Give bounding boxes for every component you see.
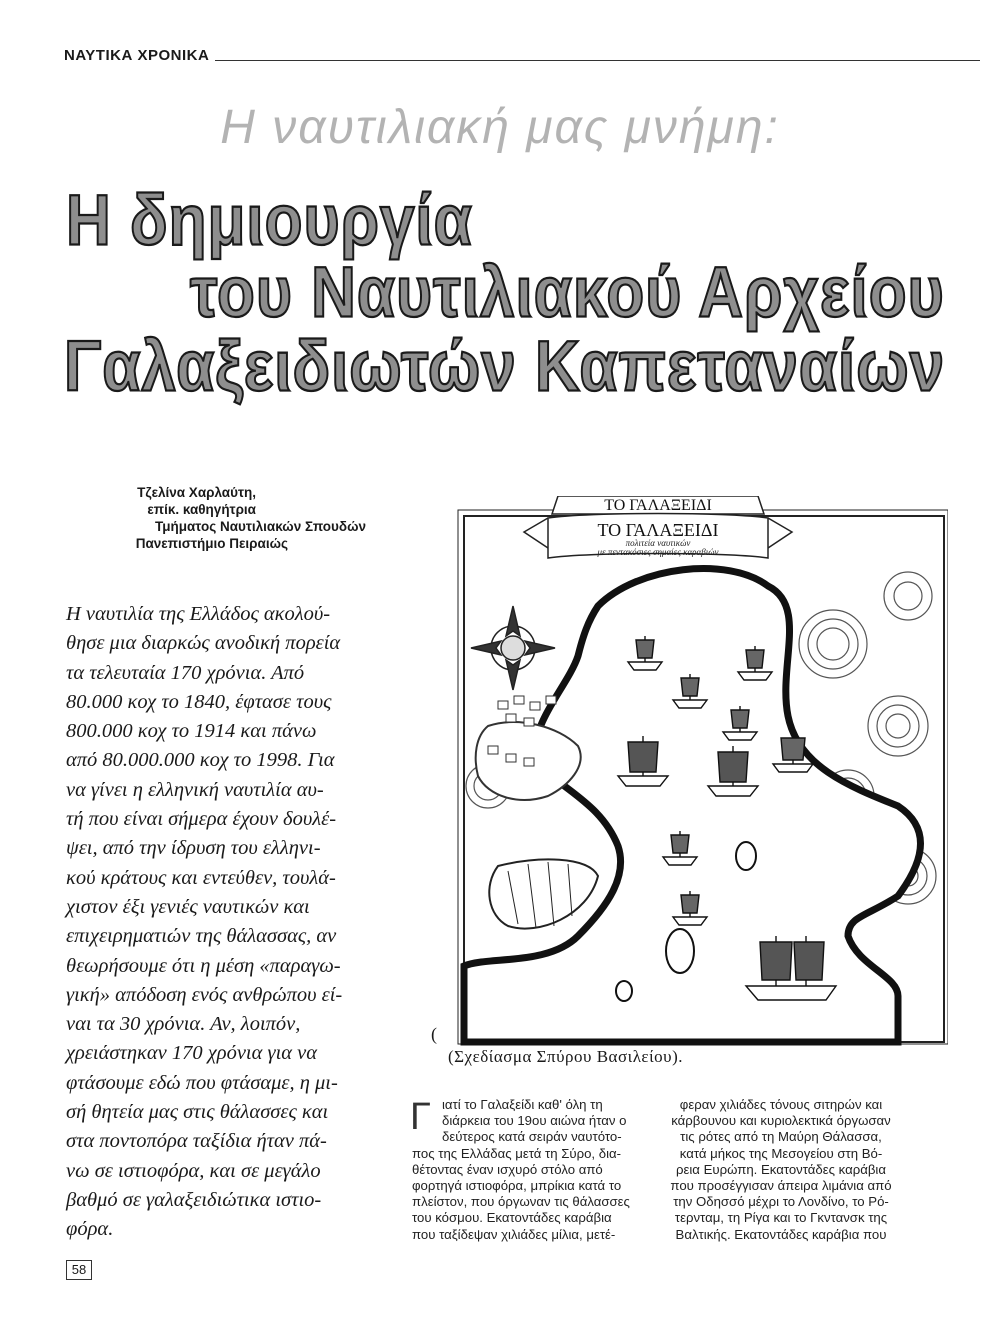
lead-line: ναι τα 30 χρόνια. Αν, λοιπόν, <box>66 1013 301 1036</box>
body-column-1 <box>412 1097 646 1243</box>
lead-line: τα τελευταία 170 χρόνια. Από <box>66 661 305 684</box>
lead-line: χιστον έξι γενιές ναυτικών και <box>66 895 310 918</box>
lead-line: 800.000 κοχ το 1914 και πάνω <box>66 720 317 743</box>
lead-line: από 80.000.000 κοχ το 1998. Για <box>66 749 335 772</box>
body-line: θέτοντας έναν ισχυρό στόλο από <box>412 1161 603 1177</box>
galaxidi-map-illustration <box>428 496 948 1046</box>
body-line: ρεια Ευρώπη. Εκατοντάδες καράβια <box>676 1161 886 1177</box>
banner-front-title: ΤΟ ΓΑΛΑΞΕΙΔΙ <box>597 520 719 540</box>
drop-cap: Γ <box>410 1096 431 1138</box>
lead-line: 80.000 κοχ το 1840, έφτασε τους <box>66 690 332 713</box>
body-line: που προσέγγισαν άπειρα λιμάνια από <box>670 1178 892 1194</box>
lead-line: Η ναυτιλία της Ελλάδος ακολού- <box>66 603 331 625</box>
figure-caption: (Σχεδίασμα Σπύρου Βασιλείου). <box>448 1047 683 1066</box>
lead-line: φτάσουμε εδώ που φτάσαμε, η μι- <box>66 1071 338 1094</box>
lead-line: βαθμό σε γαλαξειδιώτικα ιστιο- <box>66 1188 322 1211</box>
body-column-2 <box>656 1097 906 1243</box>
section-label: ΝΑΥΤΙΚΑ ΧΡΟΝΙΚΑ <box>64 47 210 64</box>
body-line: πλείστον, που όργωναν τις θάλασσες <box>412 1194 630 1210</box>
lead-line: να γίνει η ελληνική ναυτιλία αυ- <box>66 778 324 801</box>
banner-subtitle-1: πολιτεία ναυτικών <box>625 538 691 548</box>
body-line: δεύτερος κατά σειράν ναυτότο- <box>442 1129 622 1145</box>
lead-line: θησε μια διαρκώς ανοδική πορεία <box>66 632 341 655</box>
lead-paragraph <box>66 600 348 1245</box>
lead-line: κού κράτους και εντεύθεν, τουλά- <box>66 866 336 889</box>
author-role: επίκ. καθηγήτρια <box>147 502 256 517</box>
body-line: φεραν χιλιάδες τόνους σιτηρών και <box>679 1097 883 1112</box>
lead-line: χρειάστηκαν 170 χρόνια για να <box>66 1042 318 1065</box>
body-line: διάρκεια του 19ου αιώνα ήταν ο <box>442 1113 627 1129</box>
lead-line: σή θητεία μας στις θάλασσες και <box>66 1101 329 1124</box>
figure-map <box>428 496 948 1046</box>
body-line: κάρβουνου και κυριολεκτικά όργωσαν <box>671 1113 891 1129</box>
lead-line: φόρα. <box>66 1218 114 1241</box>
author-block <box>66 484 366 552</box>
title-line-1: Η δημιουργία <box>66 181 473 261</box>
lead-line: τή που είναι σήμερα έχουν δουλέ- <box>66 808 337 831</box>
banner-back-title: ΤΟ ΓΑΛΑΞΕΙΔΙ <box>604 497 712 514</box>
banner-subtitle-2: με πεντακόσιες σημαίες καραβιών <box>597 547 719 557</box>
section-header <box>64 48 980 64</box>
title-line-3: Γαλαξειδιωτών Καπεταναίων <box>64 327 946 407</box>
lead-line: ψει, από την ίδρυση του ελληνι- <box>66 837 321 860</box>
kicker: Η ναυτιλιακή μας μνήμη: <box>220 101 780 154</box>
figure-bracket: ( <box>431 1024 437 1044</box>
page-number: 58 <box>66 1260 92 1280</box>
lead-line: επιχειρηματιών της θάλασσας, αν <box>66 925 337 948</box>
body-line: Βαλτικής. Εκατοντάδες καράβια που <box>675 1226 887 1242</box>
header-rule <box>215 59 980 61</box>
author-university: Πανεπιστήμιο Πειραιώς <box>135 536 288 551</box>
body-line: κατά μήκος της Μεσογείου στη Βό- <box>679 1145 883 1161</box>
author-name: Τζελίνα Χαρλαύτη, <box>137 485 256 500</box>
lead-line: στα ποντοπόρα ταξίδια ήταν πά- <box>66 1130 327 1153</box>
lead-line: νω σε ιστιοφόρα, και σε μεγάλο <box>66 1159 321 1182</box>
lead-line: γική» απόδοση ενός ανθρώπου εί- <box>66 983 343 1006</box>
body-line: φορτηγά ιστιοφόρα, μπρίκια κατά το <box>412 1178 622 1194</box>
author-department: Τμήματος Ναυτιλιακών Σπουδών <box>155 519 366 534</box>
body-line: του κόσμου. Εκατοντάδες καράβια <box>412 1210 612 1226</box>
lead-line: θεωρήσουμε ότι η μέση «παραγω- <box>66 954 341 977</box>
body-line: τερνταμ, τη Ρίγα και το Γκντανσκ της <box>674 1210 888 1226</box>
body-line: την Οδησσό μέχρι το Λονδίνο, το Ρό- <box>673 1194 889 1210</box>
body-line: πος της Ελλάδας μετά τη Σύρο, δια- <box>412 1145 622 1161</box>
body-line: που ταξίδεψαν χιλιάδες μίλια, μετέ- <box>412 1226 616 1242</box>
title-line-2: του Ναυτιλιακού Αρχείου <box>190 253 945 333</box>
body-line: ιατί το Γαλαξείδι καθ' όλη τη <box>442 1097 603 1112</box>
body-line: τις ρότες από τη Μαύρη Θάλασσα, <box>680 1129 882 1145</box>
